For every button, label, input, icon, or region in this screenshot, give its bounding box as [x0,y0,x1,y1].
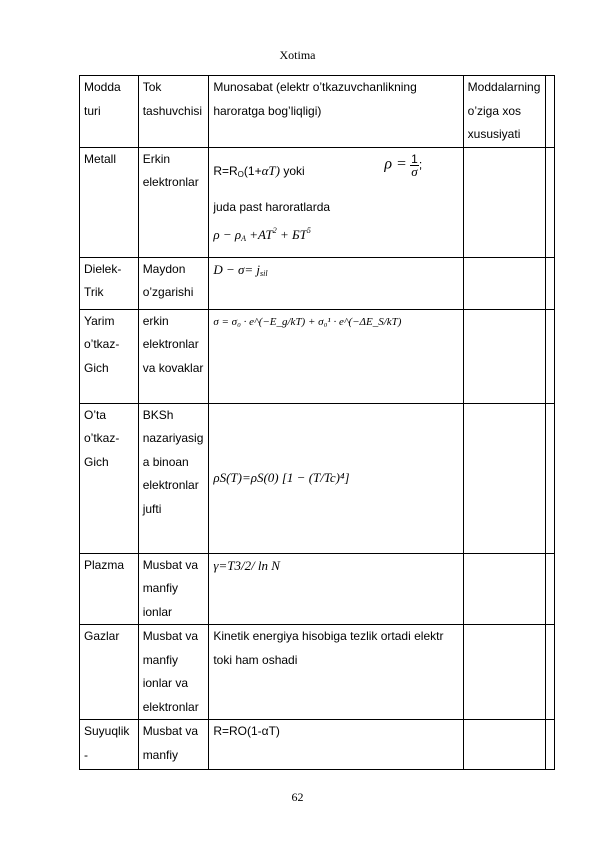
formula2-b: +AT [245,226,273,242]
row-carrier: Maydon o’zgarishi [138,257,209,309]
metal-relation-line1 [213,151,458,184]
rho-num: 1 [411,151,418,166]
row-property [463,147,546,257]
row-property [463,309,546,403]
row-relation [209,720,463,770]
row-property [463,720,546,770]
rho-formula [384,151,423,179]
row-type: Suyuqlik - [80,720,139,770]
formula2-sup2: 5 [306,225,311,235]
row-carrier: BKSh nazariyasiga binoan elektronlar jufti [138,403,209,553]
liquid-formula: R=RO(1-αT) [213,724,280,738]
row-carrier: Musbat va manfiy ionlar [138,553,209,625]
page-number: 62 [291,790,304,804]
row-carrier: erkin elektronlar va kovaklar [138,309,209,403]
header-relation: Munosabat (elektr o’tkazuvchanlikning haroratga bog’liqligi) [209,76,463,148]
row-relation: Kinetik energiya hisobiga tezlik ortadi elektr toki ham oshadi [209,625,463,720]
relation-sub: O [237,169,244,179]
rho-fraction [410,151,419,179]
row-carrier: Musbat va manfiy [138,720,209,770]
formula2-a: ρ − ρ [213,226,242,242]
table-row [80,257,555,309]
row-extra [546,403,555,553]
row-property [463,625,546,720]
table-row [80,625,555,720]
row-property [463,553,546,625]
row-extra [546,553,555,625]
relation-prefix: R=R [213,163,238,178]
relation-alpha: αT) [261,162,280,178]
superconductor-formula: ρS(T)=ρS(0) [1 − (T/Tc)⁴] [213,469,350,485]
row-extra [546,625,555,720]
row-type: Gazlar [80,625,139,720]
header-carrier: Tok tashuvchisi [138,76,209,148]
row-carrier: Erkin elektronlar [138,147,209,257]
dielectric-formula: D − σ= j [213,261,261,277]
comparison-table [79,75,555,770]
row-relation [209,553,463,625]
row-type: Yarim o’tkaz-Gich [80,309,139,403]
dielectric-sub: sil [260,268,268,278]
row-relation [209,309,463,403]
row-carrier: Musbat va manfiy ionlar va elektronlar [138,625,209,720]
row-type: O’ta o’tkaz-Gich [80,403,139,553]
row-extra [546,720,555,770]
formula2-sup1: 2 [272,225,277,235]
rho-semicolon: ; [418,157,423,172]
rho-eq: ρ = [384,155,407,173]
row-property [463,257,546,309]
header-specific-property: Moddalarning o’ziga xos xususiyati [463,76,546,148]
plasma-formula: γ=T3/2/ ln N [213,557,280,573]
rho-den: σ [411,163,418,179]
row-type: Metall [80,147,139,257]
header-substance-type: Modda turi [80,76,139,148]
metal-note: juda past haroratlarda [213,199,331,214]
row-extra [546,147,555,257]
relation-paren: (1+ [243,163,262,178]
formula2-c: + БT [276,226,307,242]
formula2-sub: A [241,233,246,243]
row-type: Dielek-Trik [80,257,139,309]
table-row [80,553,555,625]
row-relation [209,403,463,553]
relation-or: yoki [279,163,305,178]
row-type: Plazma [80,553,139,625]
document-heading: Xotima [279,48,316,62]
row-extra [546,257,555,309]
table-row [80,403,555,553]
table-row [80,720,555,770]
table-row [80,309,555,403]
table-row [80,147,555,257]
row-extra [546,309,555,403]
metal-formula2 [213,222,458,248]
row-property [463,403,546,553]
row-relation [209,257,463,309]
semiconductor-formula: σ = σ₀ · e^(−E_g/kT) + σ₀¹ · e^(−ΔE_S/kT) [213,315,402,328]
row-relation [209,147,463,257]
table-header-row [80,76,555,148]
header-extra [546,76,555,148]
